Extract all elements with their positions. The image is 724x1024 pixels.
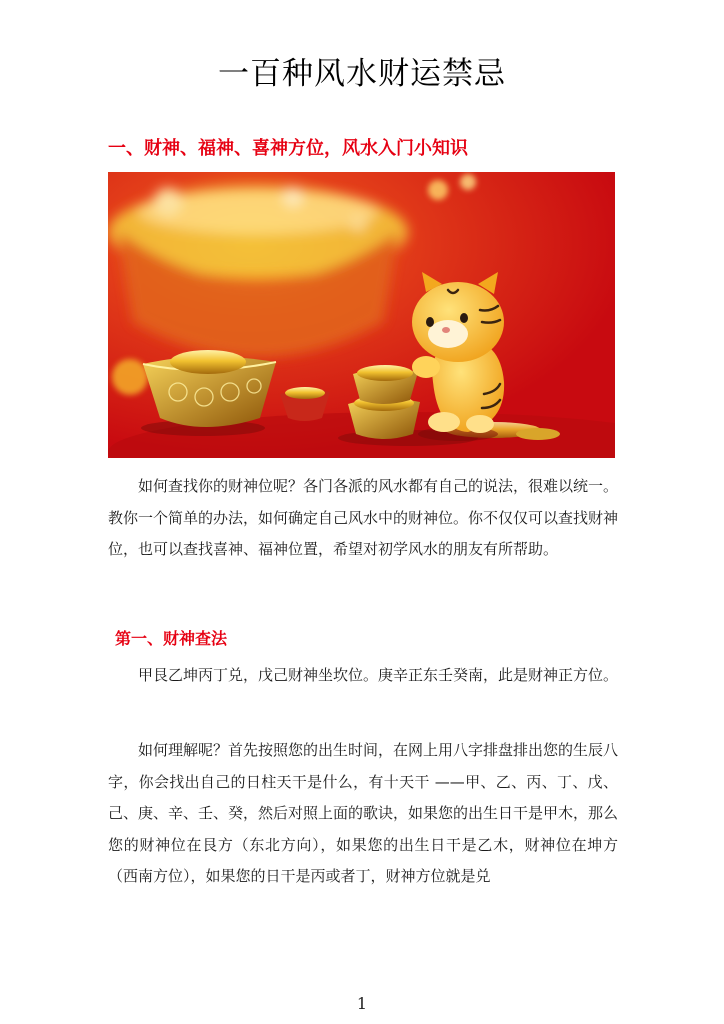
section-heading: 一、财神、福神、喜神方位，风水入门小知识 xyxy=(108,138,468,159)
hero-photo-gold-ingots-tiger xyxy=(108,172,615,458)
document-title: 一百种风水财运禁忌 xyxy=(218,56,506,92)
page-number: 1 xyxy=(356,994,368,1013)
explanation-paragraph: 如何理解呢？首先按照您的出生时间，在网上用八字排盘排出您的生辰八字，你会找出自己的日柱天干是什么，有十天干 ——甲、乙、丙、丁、戊、己、庚、辛、壬、癸，然后对照上面的歌诀，如果您的出生日干是甲木，那么您的财神位在艮方（东北方向），如果您的出生日干是乙木，财神位在坤方（西南方位），如果您的日干是丙或者丁，财神方位就是兑 xyxy=(108,741,619,886)
verse-paragraph: 甲艮乙坤丙丁兑，戊己财神坐坎位。庚辛正东壬癸南，此是财神正方位。 xyxy=(138,666,619,684)
hero-photo-illustration xyxy=(108,172,615,458)
intro-paragraph: 如何查找你的财神位呢？各门各派的风水都有自己的说法，很难以统一。教你一个简单的办法，如何确定自己风水中的财神位。你不仅仅可以查找财神位，也可以查找喜神、福神位置，希望对初学风水的朋友有所帮助。 xyxy=(108,477,619,559)
gold-ingot-small xyxy=(280,387,330,421)
sub-heading-wealth-god-method: 第一、财神查法 xyxy=(115,629,228,648)
